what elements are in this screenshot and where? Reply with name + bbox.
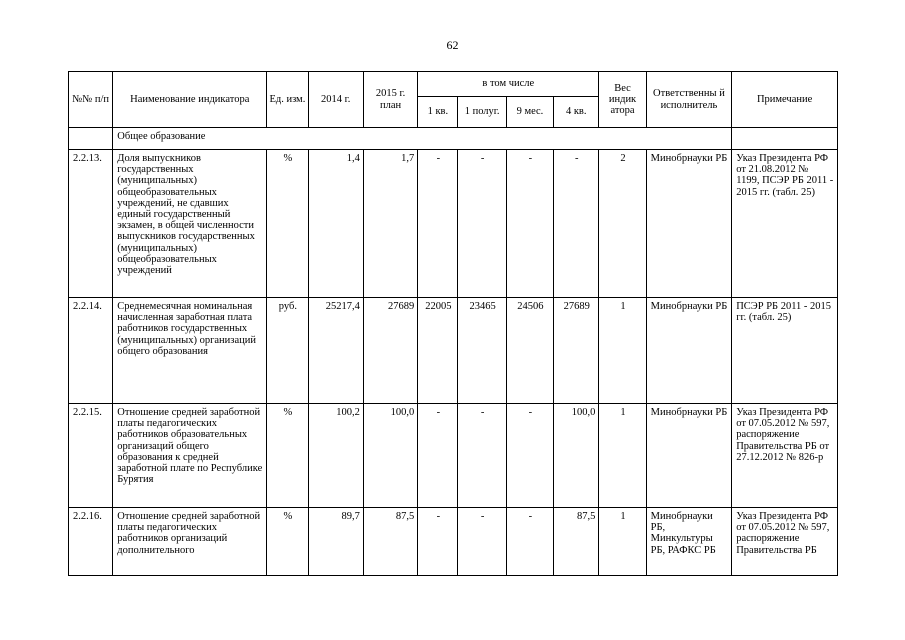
row-2015-plan: 27689 (363, 298, 417, 404)
row-name: Среднемесячная номинальная начисленная заработная плата работников государственных (муниципальных) организаций общего образования (113, 298, 267, 404)
row-2015-plan: 87,5 (363, 508, 417, 576)
header-unit: Ед. изм. (267, 72, 308, 128)
section-num-cell (69, 128, 113, 150)
row-unit: % (267, 150, 308, 298)
table-row (69, 298, 838, 404)
row-q1: 22005 (418, 298, 458, 404)
row-half-year: - (458, 150, 506, 298)
header-q4: 4 кв. (554, 97, 599, 128)
header-note: Примечание (732, 72, 838, 128)
row-9-months: - (506, 508, 553, 576)
section-row (69, 128, 838, 150)
row-half-year: - (458, 404, 506, 508)
row-unit: % (267, 508, 308, 576)
row-q4: - (554, 150, 599, 298)
row-2014: 100,2 (308, 404, 363, 508)
header-2015-plan: 2015 г. план (363, 72, 417, 128)
row-q4: 27689 (554, 298, 599, 404)
section-note-cell (732, 128, 838, 150)
row-weight: 1 (599, 508, 646, 576)
row-name: Доля выпускников государственных (муниципальных) общеобразовательных учреждений, не сдавших единый государственный экзамен, в общей численности выпускников государственных (муниципальных) общеобразовательных учреждений (113, 150, 267, 298)
row-2015-plan: 100,0 (363, 404, 417, 508)
row-name: Отношение средней заработной платы педагогических работников организаций дополнительного (113, 508, 267, 576)
row-9-months: - (506, 404, 553, 508)
row-9-months: 24506 (506, 298, 553, 404)
table-header-row (69, 72, 838, 97)
header-weight: Вес индик атора (599, 72, 646, 128)
row-responsible: Минобрнауки РБ (646, 150, 732, 298)
row-responsible: Минобрнауки РБ, Минкультуры РБ, РАФКС РБ (646, 508, 732, 576)
indicators-table (68, 71, 838, 576)
header-including: в том числе (418, 72, 599, 97)
row-half-year: 23465 (458, 298, 506, 404)
row-note: Указ Президента РФ от 07.05.2012 № 597, распоряжение Правительства РБ от 27.12.2012 № 826-р (732, 404, 838, 508)
row-weight: 1 (599, 404, 646, 508)
row-unit: руб. (267, 298, 308, 404)
row-num: 2.2.16. (69, 508, 113, 576)
row-9-months: - (506, 150, 553, 298)
header-name: Наименование индикатора (113, 72, 267, 128)
row-responsible: Минобрнауки РБ (646, 404, 732, 508)
header-q1: 1 кв. (418, 97, 458, 128)
row-weight: 1 (599, 298, 646, 404)
row-q1: - (418, 404, 458, 508)
row-q4: 100,0 (554, 404, 599, 508)
table-row (69, 404, 838, 508)
header-responsible: Ответственны й исполнитель (646, 72, 732, 128)
section-title: Общее образование (113, 128, 732, 150)
row-num: 2.2.13. (69, 150, 113, 298)
row-unit: % (267, 404, 308, 508)
row-2015-plan: 1,7 (363, 150, 417, 298)
row-half-year: - (458, 508, 506, 576)
header-9-months: 9 мес. (506, 97, 553, 128)
row-num: 2.2.15. (69, 404, 113, 508)
row-q1: - (418, 508, 458, 576)
row-2014: 89,7 (308, 508, 363, 576)
row-name: Отношение средней заработной платы педагогических работников образовательных организаций общего образования к средней заработной плате по Республике Бурятия (113, 404, 267, 508)
row-q1: - (418, 150, 458, 298)
row-num: 2.2.14. (69, 298, 113, 404)
row-2014: 1,4 (308, 150, 363, 298)
header-half-year: 1 полуг. (458, 97, 506, 128)
page-number: 62 (446, 38, 459, 52)
row-note: Указ Президента РФ от 07.05.2012 № 597, распоряжение Правительства РБ (732, 508, 838, 576)
row-q4: 87,5 (554, 508, 599, 576)
table-row (69, 150, 838, 298)
row-weight: 2 (599, 150, 646, 298)
header-2014: 2014 г. (308, 72, 363, 128)
row-responsible: Минобрнауки РБ (646, 298, 732, 404)
row-note: ПСЭР РБ 2011 - 2015 гг. (табл. 25) (732, 298, 838, 404)
table-row (69, 508, 838, 576)
row-2014: 25217,4 (308, 298, 363, 404)
header-num: №№ п/п (69, 72, 113, 128)
row-note: Указ Президента РФ от 21.08.2012 № 1199, ПСЭР РБ 2011 - 2015 гг. (табл. 25) (732, 150, 838, 298)
